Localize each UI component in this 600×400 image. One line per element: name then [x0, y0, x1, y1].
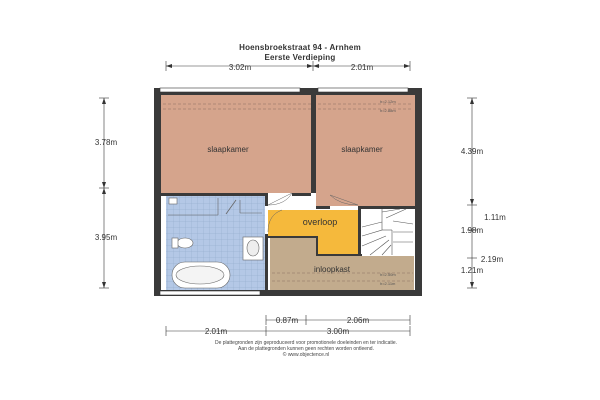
height-note-top-2: h=2.88m: [380, 108, 396, 113]
dim-bottom-b: 2.06m: [346, 316, 370, 325]
disclaimer-line-3: © www.objectence.nl: [282, 352, 330, 358]
dim-right-mid2: 1.98m: [460, 226, 484, 235]
dim-right-lower2: 1.21m: [460, 266, 484, 275]
dim-right-lower1: 2.19m: [480, 255, 504, 264]
plan-address-title: Hoensbroekstraat 94 - Arnhem: [239, 43, 361, 52]
height-note-bottom-1: h=2.50m: [380, 272, 396, 277]
room-label-bedroom-right: slaapkamer: [341, 145, 383, 154]
dim-bottom-right: 3.00m: [326, 327, 350, 336]
height-note-top-1: h=2.12m: [380, 99, 396, 104]
room-label-closet: inloopkast: [313, 265, 351, 274]
room-label-landing: overloop: [302, 217, 338, 227]
dim-left-upper: 3.78m: [94, 138, 118, 147]
room-label-bedroom-left: slaapkamer: [207, 145, 249, 154]
disclaimer-line-2: Aan de plattegronden kunnen geen rechten worden ontleend.: [238, 346, 374, 352]
dim-right-mid1: 1.11m: [484, 213, 506, 222]
bedroom-left-area: [161, 95, 311, 193]
disclaimer-line-1: De plattegronden zijn geproduceerd voor promotionele doeleinden en ter indicatie.: [214, 340, 398, 346]
dim-top-right: 2.01m: [350, 63, 374, 72]
dim-bottom-a: 0.87m: [275, 316, 299, 325]
height-note-bottom-2: h=2.11m: [380, 281, 396, 286]
dim-bottom-left: 2.01m: [204, 327, 228, 336]
plan-floor-title: Eerste Verdieping: [264, 53, 336, 62]
dim-right-upper: 4.39m: [460, 147, 484, 156]
dim-top-left: 3.02m: [228, 63, 252, 72]
toilet: [177, 238, 193, 248]
dim-left-lower: 3.95m: [94, 233, 118, 242]
